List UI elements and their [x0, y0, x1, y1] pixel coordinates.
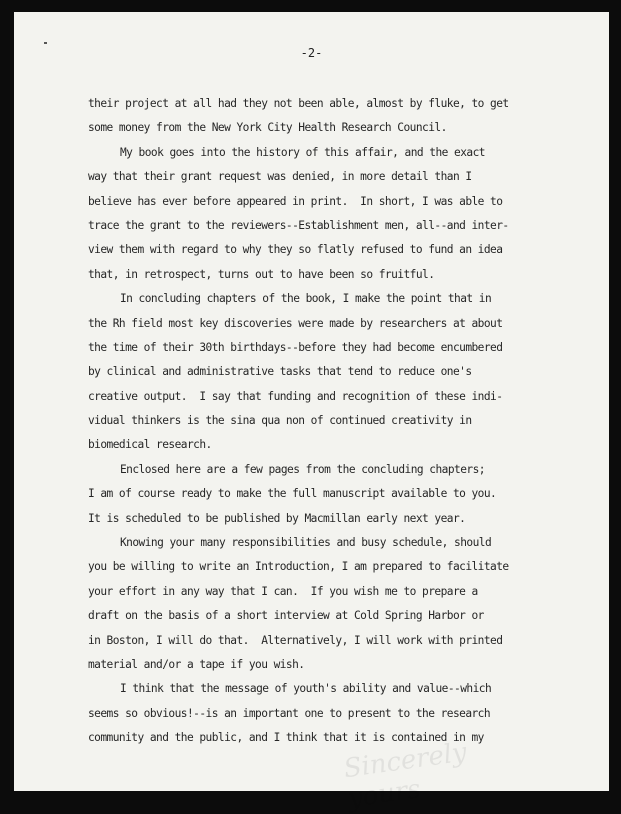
letter-body: [88, 92, 588, 751]
text-line: material and/or a tape if you wish.: [88, 657, 305, 671]
text-line: view them with regard to why they so flatly refused to fund an idea: [88, 243, 503, 257]
text-line: believe has ever before appeared in print. In short, I was able to: [88, 194, 503, 208]
text-line: vidual thinkers is the sina qua non of continued creativity in: [88, 414, 472, 428]
text-line: creative output. I say that funding and recognition of these indi-: [88, 389, 503, 403]
text-line: I think that the message of youth's ability and value--which: [120, 682, 492, 696]
text-line: trace the grant to the reviewers--Establishment men, all--and inter-: [88, 218, 509, 232]
bleed-through-signature: Sincerely yours: [341, 737, 469, 814]
text-line: you be willing to write an Introduction, I am prepared to facilitate: [88, 560, 509, 574]
text-line: in Boston, I will do that. Alternatively, I will work with printed: [88, 633, 503, 647]
stray-mark: [44, 42, 47, 44]
text-line: biomedical research.: [88, 438, 212, 452]
text-line: by clinical and administrative tasks that tend to reduce one's: [88, 365, 472, 379]
page-number: -2-: [300, 46, 323, 60]
text-line: your effort in any way that I can. If you wish me to prepare a: [88, 584, 478, 598]
text-line: their project at all had they not been able, almost by fluke, to get: [88, 97, 509, 110]
text-line: the Rh field most key discoveries were made by researchers at about: [88, 316, 503, 330]
text-line: way that their grant request was denied, in more detail than I: [88, 170, 472, 184]
text-line: some money from the New York City Health Research Council.: [88, 121, 447, 135]
text-line: draft on the basis of a short interview at Cold Spring Harbor or: [88, 609, 484, 623]
text-line: that, in retrospect, turns out to have been so fruitful.: [88, 267, 435, 281]
text-line: the time of their 30th birthdays--before they had become encumbered: [88, 340, 503, 354]
text-line: Knowing your many responsibilities and busy schedule, should: [120, 536, 492, 550]
text-line: In concluding chapters of the book, I make the point that in: [120, 292, 492, 306]
text-line: community and the public, and I think that it is contained in my: [88, 731, 484, 745]
text-line: I am of course ready to make the full manuscript available to you.: [88, 487, 497, 501]
text-line: Enclosed here are a few pages from the concluding chapters;: [120, 462, 485, 476]
text-line: My book goes into the history of this affair, and the exact: [120, 145, 485, 159]
text-line: It is scheduled to be published by Macmillan early next year.: [88, 511, 466, 525]
letter-page: [14, 12, 609, 814]
text-line: seems so obvious!--is an important one to present to the research: [88, 706, 491, 720]
